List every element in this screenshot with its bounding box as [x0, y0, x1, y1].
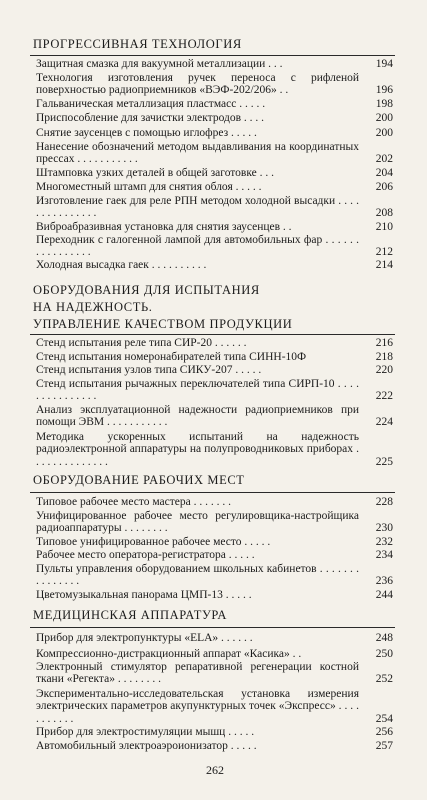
entry-title: Стенд испытания узлов типа СИКУ-207 . . . . . — [36, 364, 262, 376]
entry-page: 194 — [375, 58, 393, 70]
entry-title: Унифицированное рабочее место регулировщика-настройщика радиоаппаратуры . . . . . . . . — [36, 510, 359, 535]
toc-entry — [36, 726, 393, 738]
entry-page: 252 — [375, 673, 393, 686]
toc-entry — [36, 259, 393, 271]
toc-entry — [36, 536, 393, 548]
entry-title: Анализ эксплуатационной надежности радиоприемников при помощи ЭВМ . . . . . . . . . . . — [36, 404, 359, 429]
toc-entry — [36, 72, 393, 97]
entry-title: Технология изготовления ручек переноса с рифленой поверхностью радиоприемников «ВЭФ-202/206» . . — [36, 72, 359, 97]
toc-entry — [36, 431, 393, 468]
entry-page: 225 — [375, 455, 393, 468]
toc-entry — [36, 688, 393, 725]
toc-entry — [36, 221, 393, 233]
toc-entry — [36, 364, 393, 376]
section-heading: ПРОГРЕССИВНАЯ ТЕХНОЛОГИЯ — [33, 37, 242, 51]
toc-entry — [36, 648, 393, 660]
entry-page: 234 — [375, 549, 393, 561]
entry-title: Холодная высадка гаек . . . . . . . . . . — [36, 259, 207, 271]
entry-title: Типовое унифицированное рабочее место . . . . . — [36, 536, 271, 548]
section-heading: МЕДИЦИНСКАЯ АППАРАТУРА — [33, 608, 228, 622]
entry-title: Электронный стимулятор репаративной регенерации костной ткани «Регекта» . . . . . . . . — [36, 661, 359, 686]
entry-page: 254 — [375, 712, 393, 725]
toc-entry — [36, 378, 393, 403]
entry-page: 208 — [375, 207, 393, 220]
entry-title: Прибор для электропунктуры «ELA» . . . . . . — [36, 632, 253, 644]
entry-page: 204 — [375, 167, 393, 179]
entry-page: 250 — [375, 648, 393, 660]
entry-title: Методика ускоренных испытаний на надежность радиоэлектронной аппаратуры на полупроводниковых приборах . . . . . . . . . . . . . . — [36, 431, 359, 468]
toc-entry — [36, 632, 393, 644]
entry-title: Стенд испытания рычажных переключателей типа СИРП-10 . . . . . . . . . . . . . . . — [36, 378, 359, 403]
entry-page: 210 — [375, 221, 393, 233]
toc-entry — [36, 112, 393, 124]
entry-title: Компрессионно-дистракционный аппарат «Касика» . . — [36, 648, 302, 660]
toc-entry — [36, 661, 393, 686]
toc-entry — [36, 740, 393, 752]
entry-page: 256 — [375, 726, 393, 738]
toc-entry — [36, 127, 393, 139]
toc-entry — [36, 510, 393, 535]
entry-page: 232 — [375, 536, 393, 548]
entry-page: 236 — [375, 575, 393, 588]
entry-page: 220 — [375, 364, 393, 376]
entry-page: 206 — [375, 181, 393, 193]
toc-entry — [36, 234, 393, 259]
toc-entry — [36, 181, 393, 193]
toc-entry — [36, 337, 393, 349]
entry-title: Пульты управления оборудованием школьных кабинетов . . . . . . . . . . . . . . . — [36, 563, 359, 588]
toc-entry — [36, 58, 393, 70]
section-heading: ОБОРУДОВАНИЕ РАБОЧИХ МЕСТ — [33, 473, 245, 487]
entry-title: Рабочее место оператора-регистратора . . . . . — [36, 549, 255, 561]
entry-page: 218 — [375, 351, 393, 363]
entry-title: Приспособление для зачистки электродов . . . . — [36, 112, 265, 124]
entry-page: 230 — [375, 522, 393, 535]
toc-entry — [36, 141, 393, 166]
entry-title: Защитная смазка для вакуумной металлизации . . . — [36, 58, 283, 70]
entry-page: 214 — [375, 259, 393, 271]
entry-page: 198 — [375, 98, 393, 110]
entry-title: Многоместный штамп для снятия облоя . . . . . — [36, 181, 262, 193]
toc-entry — [36, 404, 393, 429]
entry-page: 212 — [375, 246, 393, 259]
entry-page: 216 — [375, 337, 393, 349]
section-heading: ОБОРУДОВАНИЯ ДЛЯ ИСПЫТАНИЯ НА НАДЕЖНОСТЬ. УПРАВЛЕНИЕ КАЧЕСТВОМ ПРОДУКЦИИ — [33, 283, 293, 331]
entry-title: Нанесение обозначений методом выдавливания на координатных прессах . . . . . . . . . . . — [36, 141, 359, 166]
section-divider — [30, 492, 395, 493]
entry-title: Цветомузыкальная панорама ЦМП-13 . . . . . — [36, 589, 252, 601]
entry-page: 257 — [375, 740, 393, 752]
entry-page: 248 — [375, 632, 393, 644]
toc-entry — [36, 98, 393, 110]
entry-title: Штамповка узких деталей в общей заготовке . . . — [36, 167, 275, 179]
entry-page: 196 — [375, 84, 393, 97]
entry-title: Автомобильный электроаэроионизатор . . . . . — [36, 740, 257, 752]
entry-title: Типовое рабочее место мастера . . . . . . . — [36, 496, 231, 508]
entry-title: Прибор для электростимуляции мышц . . . . . — [36, 726, 255, 738]
entry-title: Изготовление гаек для реле РПН методом холодной высадки . . . . . . . . . . . . . . . — [36, 195, 359, 220]
entry-page: 202 — [375, 153, 393, 166]
entry-title: Виброабразивная установка для снятия заусенцев . . — [36, 221, 292, 233]
entry-page: 222 — [375, 390, 393, 403]
toc-entry — [36, 589, 393, 601]
toc-entry — [36, 167, 393, 179]
entry-title: Стенд испытания номеронабирателей типа СИНН-10Ф — [36, 351, 307, 363]
entry-title: Стенд испытания реле типа СИР-20 . . . . . . — [36, 337, 247, 349]
entry-page: 228 — [375, 496, 393, 508]
toc-entry — [36, 549, 393, 561]
page-number: 262 — [206, 763, 224, 777]
entry-page: 200 — [375, 127, 393, 139]
entry-page: 200 — [375, 112, 393, 124]
toc-entry — [36, 496, 393, 508]
section-divider — [30, 334, 395, 335]
entry-title: Гальваническая металлизация пластмасс . . . . . — [36, 98, 266, 110]
entry-page: 244 — [375, 589, 393, 601]
toc-entry — [36, 351, 393, 363]
entry-title: Снятие заусенцев с помощью иглофрез . . . . . — [36, 127, 257, 139]
entry-title: Переходник с галогенной лампой для автомобильных фар . . . . . . . . . . . . . . . . — [36, 234, 359, 259]
entry-title: Экспериментально-исследовательская установка измерения электрических параметров акупунктурных точек «Экспресс» . . . . . . . . . . . — [36, 688, 359, 725]
section-divider — [30, 627, 395, 628]
section-divider — [30, 55, 395, 56]
toc-entry — [36, 195, 393, 220]
toc-entry — [36, 563, 393, 588]
entry-page: 224 — [375, 416, 393, 429]
